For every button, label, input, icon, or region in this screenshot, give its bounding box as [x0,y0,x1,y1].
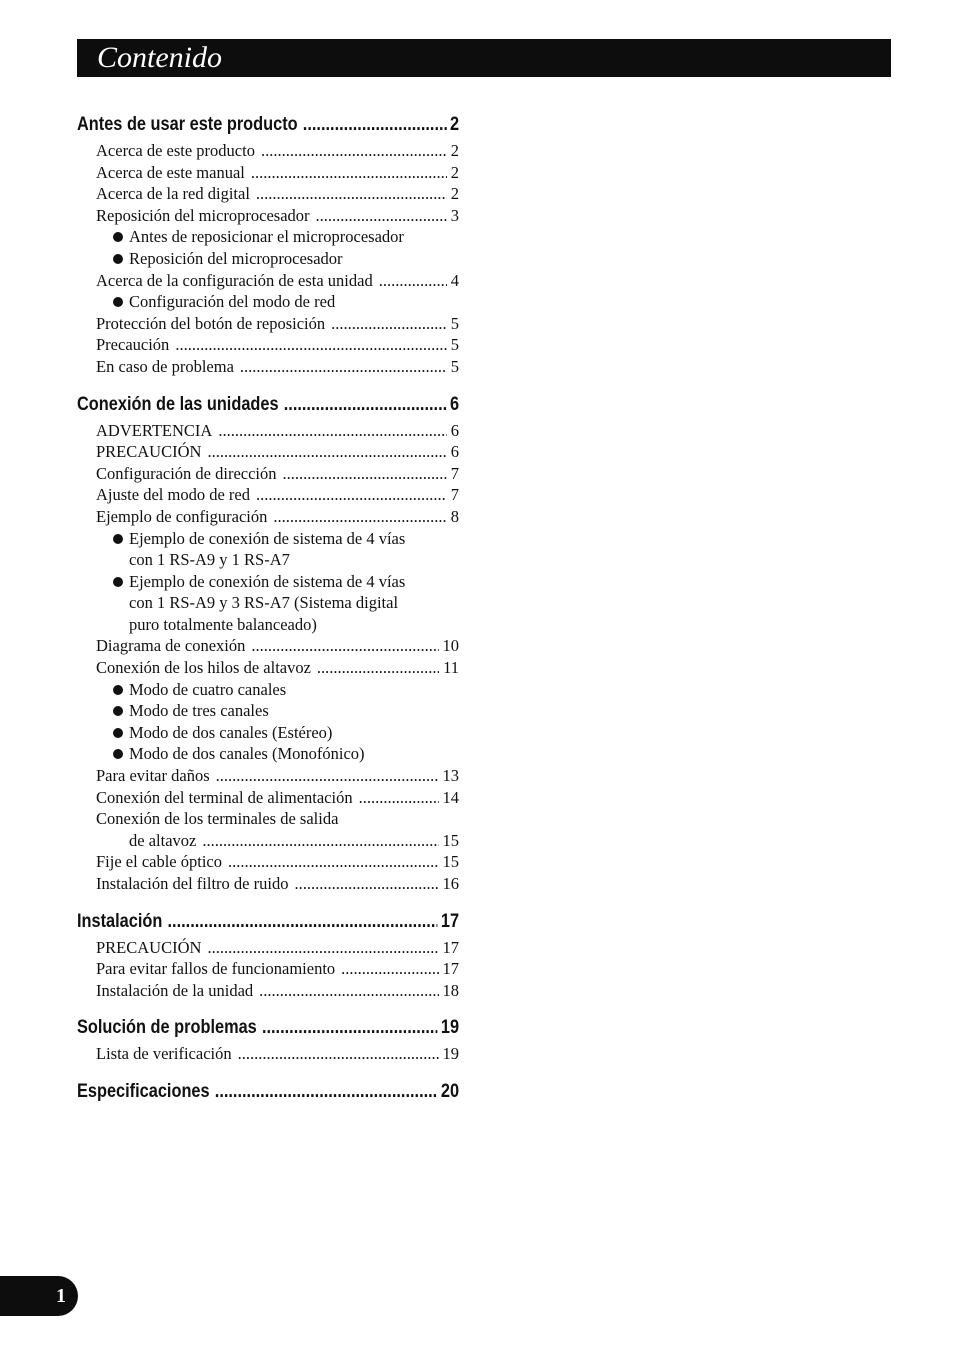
toc-entry-page: 7 [450,485,459,505]
toc-bullet-item[interactable] [77,528,459,571]
toc-entry-label: Fije el cable óptico [96,852,222,872]
bullet-text-continued: con 1 RS-A9 y 1 RS-A7 [129,550,290,570]
toc-section [77,110,459,378]
section-heading-label: Solución de problemas [77,1017,257,1039]
toc-entry-label: Ajuste del modo de red [96,485,250,505]
section-heading-page: 2 [449,114,460,135]
toc-entry-page: 10 [442,636,459,656]
section-heading[interactable] [77,390,459,420]
toc-entry-page: 18 [442,980,459,1000]
toc-entry-label: Reposición del microprocesador [96,205,310,225]
dot-leader [303,110,447,140]
dot-leader [207,937,438,959]
bullet-dot-icon [113,706,123,716]
toc-entry-page: 19 [442,1044,459,1064]
toc-entry-label: Instalación del filtro de ruido [96,874,289,893]
bullet-dot-icon [113,297,123,307]
toc-entry[interactable] [77,420,459,442]
section-heading-page: 19 [440,1017,460,1039]
toc-entry[interactable] [77,183,459,205]
toc-entry-label: Instalación de la unidad [96,980,254,1000]
toc-section [77,907,459,1002]
toc-entry[interactable] [77,937,459,959]
toc-entry-label: Acerca de este producto [96,141,255,160]
dot-leader [261,140,447,162]
section-heading[interactable] [77,1013,459,1043]
dot-leader [316,205,447,227]
toc-bullet-item[interactable] [77,571,459,636]
dot-leader [251,162,447,184]
title-bar [77,39,891,77]
section-heading-page: 20 [440,1080,460,1102]
toc-entry[interactable] [77,484,459,506]
toc-entry-page: 7 [450,463,459,483]
toc-entry[interactable] [77,958,459,980]
section-heading-page: 6 [449,393,460,415]
dot-leader [259,980,438,1002]
bullet-dot-icon [113,577,123,587]
toc-entry[interactable] [77,313,459,335]
bullet-text: Modo de dos canales (Monofónico) [129,744,365,764]
section-heading-label: Especificaciones [77,1080,210,1102]
toc-entry-label: Para evitar fallos de funcionamiento [96,959,336,979]
dot-leader [294,873,438,895]
bullet-dot-icon [113,749,123,759]
dot-leader [240,356,447,378]
bullet-text: Configuración del modo de red [129,292,336,312]
dot-leader [168,907,438,937]
toc-entry[interactable] [77,140,459,162]
toc-entry-page: 5 [450,313,459,333]
toc-entry[interactable] [77,851,459,873]
dot-leader [317,657,439,679]
toc-entry-page: 13 [442,766,459,786]
bullet-text: Ejemplo de conexión de sistema de 4 vías [129,528,406,548]
toc-entry-label: Precaución [96,335,170,355]
bullet-text: Modo de tres canales [129,701,269,721]
dot-leader [273,506,446,528]
dot-leader [251,635,438,657]
bullet-dot-icon [113,534,123,544]
toc-entry-label: Configuración de dirección [96,463,277,483]
bullet-dot-icon [113,685,123,695]
toc-entry-label: Conexión de los hilos de altavoz [96,658,311,678]
section-heading-page: 17 [440,910,460,932]
table-of-contents [77,110,459,1107]
toc-section [77,1013,459,1065]
toc-entry[interactable] [77,635,459,657]
toc-bullet-item[interactable] [77,248,459,270]
toc-section [77,1077,459,1107]
dot-leader [283,463,447,485]
toc-bullet-item[interactable] [77,722,459,744]
dot-leader [331,313,447,335]
bullet-dot-icon [113,254,123,264]
page-number: 1 [56,1285,66,1307]
toc-entry-label: PRECAUCIÓN [96,442,202,462]
toc-entry[interactable] [77,657,459,679]
toc-entry-page: 5 [450,356,459,376]
dot-leader [215,1077,438,1107]
bullet-text-continued: con 1 RS-A9 y 3 RS-A7 (Sistema digital [129,593,399,613]
dot-leader [379,270,447,292]
bullet-dot-icon [113,232,123,242]
toc-entry-page: 8 [450,506,459,526]
toc-bullet-item[interactable] [77,291,459,313]
toc-entry[interactable] [77,334,459,356]
toc-entry[interactable] [77,205,459,227]
toc-entry-page: 6 [450,442,459,462]
section-heading-label: Antes de usar este producto [77,114,298,135]
dot-leader [175,334,446,356]
bullet-text: Modo de cuatro canales [129,679,287,699]
toc-entry-page: 5 [450,335,459,355]
toc-entry[interactable] [77,1043,459,1065]
toc-entry-label: Para evitar daños [96,766,210,786]
page-title: Contenido [97,41,222,74]
dot-leader [202,830,438,852]
toc-entry-page: 2 [450,141,459,160]
section-heading[interactable] [77,907,459,937]
toc-entry-page: 3 [450,205,459,225]
toc-entry[interactable] [77,765,459,787]
bullet-dot-icon [113,728,123,738]
toc-entry[interactable] [77,463,459,485]
dot-leader [262,1013,438,1043]
section-heading[interactable] [77,1077,459,1107]
toc-bullet-item[interactable] [77,743,459,765]
toc-entry-label: Acerca de este manual [96,162,245,182]
dot-leader [238,1043,439,1065]
toc-entry[interactable] [77,873,459,895]
toc-bullet-item[interactable] [77,700,459,722]
section-heading-label: Conexión de las unidades [77,393,279,415]
bullet-text: Reposición del microprocesador [129,248,343,268]
toc-entry-label: En caso de problema [96,356,234,376]
bullet-text-continued: puro totalmente balanceado) [129,614,317,634]
toc-entry-page: 11 [443,658,459,678]
toc-entry[interactable] [77,787,459,809]
section-heading[interactable] [77,110,459,140]
toc-entry-page: 6 [450,420,459,440]
dot-leader [207,441,446,463]
dot-leader [284,390,447,420]
toc-entry-label: Conexión del terminal de alimentación [96,787,353,807]
dot-leader [256,484,447,506]
dot-leader [256,183,447,205]
toc-entry-page: 15 [442,852,459,872]
page-number-badge [0,1276,78,1316]
bullet-text: Ejemplo de conexión de sistema de 4 vías [129,571,406,591]
dot-leader [216,765,439,787]
toc-entry-page: 2 [450,162,459,182]
dot-leader [359,787,439,809]
toc-entry-page: 2 [450,184,459,204]
toc-entry-page: 17 [442,937,459,957]
toc-entry[interactable] [77,270,459,292]
toc-entry-page: 16 [442,874,459,893]
toc-entry-page: 15 [442,830,459,850]
toc-entry-label[interactable]: Conexión de los terminales de salida [96,809,339,829]
toc-entry-label: Diagrama de conexión [96,636,246,656]
toc-section [77,390,459,895]
toc-entry-label: Protección del botón de reposición [96,313,326,333]
toc-entry-label: de altavoz [129,830,197,850]
toc-entry-label: Ejemplo de configuración [96,506,268,526]
toc-entry[interactable] [77,441,459,463]
toc-entry-page: 14 [442,787,459,807]
toc-entry[interactable] [77,830,459,852]
toc-entry-label: ADVERTENCIA [96,420,213,440]
toc-entry-page: 17 [442,959,459,979]
bullet-text: Antes de reposicionar el microprocesador [129,227,404,247]
toc-entry-label: Acerca de la configuración de esta unidad [96,270,373,290]
toc-entry[interactable] [77,506,459,528]
toc-bullet-item[interactable] [77,226,459,248]
toc-entry-label: Acerca de la red digital [96,184,250,204]
toc-entry[interactable] [77,356,459,378]
dot-leader [228,851,439,873]
dot-leader [218,420,446,442]
bullet-text: Modo de dos canales (Estéreo) [129,722,333,742]
toc-entry-label: Lista de verificación [96,1044,232,1064]
toc-entry-label: PRECAUCIÓN [96,937,202,957]
toc-entry-page: 4 [450,270,459,290]
toc-bullet-item[interactable] [77,679,459,701]
dot-leader [341,958,438,980]
toc-entry[interactable] [77,980,459,1002]
section-heading-label: Instalación [77,910,163,932]
toc-entry[interactable] [77,162,459,184]
